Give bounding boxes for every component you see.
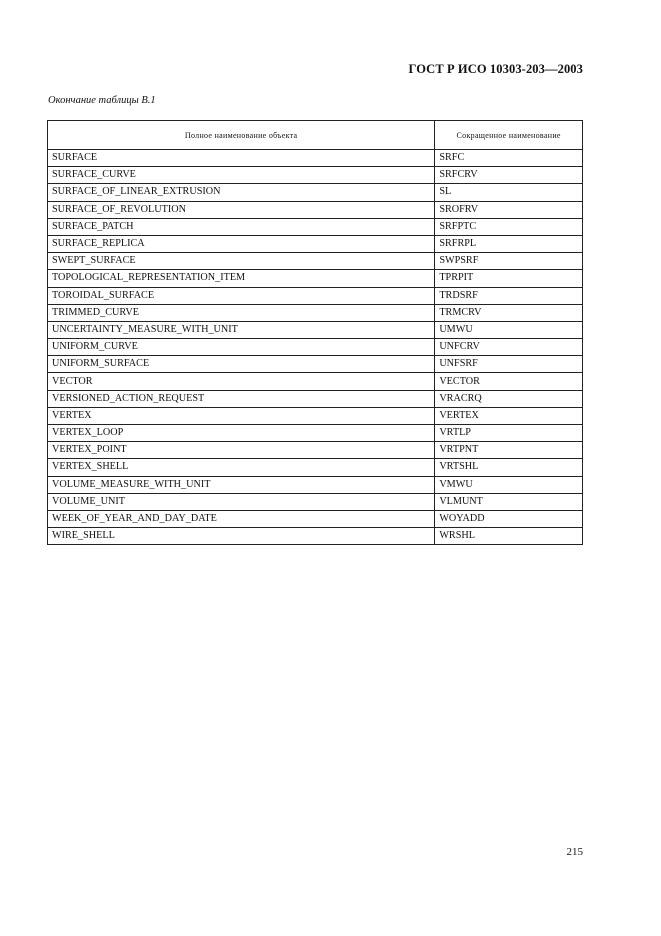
full-name-cell: VECTOR [48, 373, 435, 390]
short-name-cell: SRFC [435, 150, 583, 167]
full-name-cell: VOLUME_UNIT [48, 493, 435, 510]
short-name-cell: WOYADD [435, 510, 583, 527]
table-row [48, 442, 583, 459]
table-caption: Окончание таблицы В.1 [48, 95, 156, 106]
table-row [48, 304, 583, 321]
short-name-cell: UNFSRF [435, 356, 583, 373]
full-name-cell: UNIFORM_CURVE [48, 339, 435, 356]
table-row [48, 476, 583, 493]
full-name-cell: VERTEX_LOOP [48, 425, 435, 442]
full-name-cell: VERTEX [48, 407, 435, 424]
table-row [48, 235, 583, 252]
table-row [48, 493, 583, 510]
full-name-cell: SURFACE_OF_LINEAR_EXTRUSION [48, 184, 435, 201]
full-name-cell: UNIFORM_SURFACE [48, 356, 435, 373]
short-name-cell: UNFCRV [435, 339, 583, 356]
table-row [48, 270, 583, 287]
full-name-cell: SWEPT_SURFACE [48, 253, 435, 270]
page-number: 215 [566, 846, 583, 858]
table-row [48, 167, 583, 184]
table-row [48, 339, 583, 356]
table-row [48, 528, 583, 545]
abbreviations-table [47, 120, 583, 545]
full-name-cell: WEEK_OF_YEAR_AND_DAY_DATE [48, 510, 435, 527]
column-header-short-name: Сокращенное наименование [435, 121, 583, 150]
table-row [48, 287, 583, 304]
full-name-cell: SURFACE_REPLICA [48, 235, 435, 252]
short-name-cell: TPRPIT [435, 270, 583, 287]
table-row [48, 356, 583, 373]
short-name-cell: SL [435, 184, 583, 201]
table-row [48, 425, 583, 442]
table-row [48, 253, 583, 270]
short-name-cell: TRMCRV [435, 304, 583, 321]
short-name-cell: VRTPNT [435, 442, 583, 459]
table-row [48, 321, 583, 338]
table-row [48, 373, 583, 390]
full-name-cell: UNCERTAINTY_MEASURE_WITH_UNIT [48, 321, 435, 338]
full-name-cell: VERSIONED_ACTION_REQUEST [48, 390, 435, 407]
column-header-full-name: Полное наименование объекта [48, 121, 435, 150]
full-name-cell: VERTEX_POINT [48, 442, 435, 459]
short-name-cell: VRACRQ [435, 390, 583, 407]
table-row [48, 459, 583, 476]
short-name-cell: SRFPTC [435, 218, 583, 235]
full-name-cell: TRIMMED_CURVE [48, 304, 435, 321]
document-code: ГОСТ Р ИСО 10303-203—2003 [408, 62, 583, 76]
short-name-cell: WRSHL [435, 528, 583, 545]
full-name-cell: TOPOLOGICAL_REPRESENTATION_ITEM [48, 270, 435, 287]
full-name-cell: SURFACE_PATCH [48, 218, 435, 235]
table-row [48, 218, 583, 235]
full-name-cell: TOROIDAL_SURFACE [48, 287, 435, 304]
short-name-cell: VERTEX [435, 407, 583, 424]
short-name-cell: VLMUNT [435, 493, 583, 510]
table-row [48, 184, 583, 201]
short-name-cell: VRTLP [435, 425, 583, 442]
table-row [48, 510, 583, 527]
table-row [48, 390, 583, 407]
short-name-cell: VECTOR [435, 373, 583, 390]
full-name-cell: SURFACE [48, 150, 435, 167]
full-name-cell: WIRE_SHELL [48, 528, 435, 545]
full-name-cell: SURFACE_OF_REVOLUTION [48, 201, 435, 218]
short-name-cell: VRTSHL [435, 459, 583, 476]
table-row [48, 407, 583, 424]
full-name-cell: VOLUME_MEASURE_WITH_UNIT [48, 476, 435, 493]
short-name-cell: TRDSRF [435, 287, 583, 304]
short-name-cell: SROFRV [435, 201, 583, 218]
table-header-row [48, 121, 583, 150]
table-body [48, 150, 583, 545]
table-row [48, 201, 583, 218]
short-name-cell: SWPSRF [435, 253, 583, 270]
short-name-cell: SRFCRV [435, 167, 583, 184]
short-name-cell: SRFRPL [435, 235, 583, 252]
full-name-cell: VERTEX_SHELL [48, 459, 435, 476]
full-name-cell: SURFACE_CURVE [48, 167, 435, 184]
short-name-cell: VMWU [435, 476, 583, 493]
table-row [48, 150, 583, 167]
short-name-cell: UMWU [435, 321, 583, 338]
